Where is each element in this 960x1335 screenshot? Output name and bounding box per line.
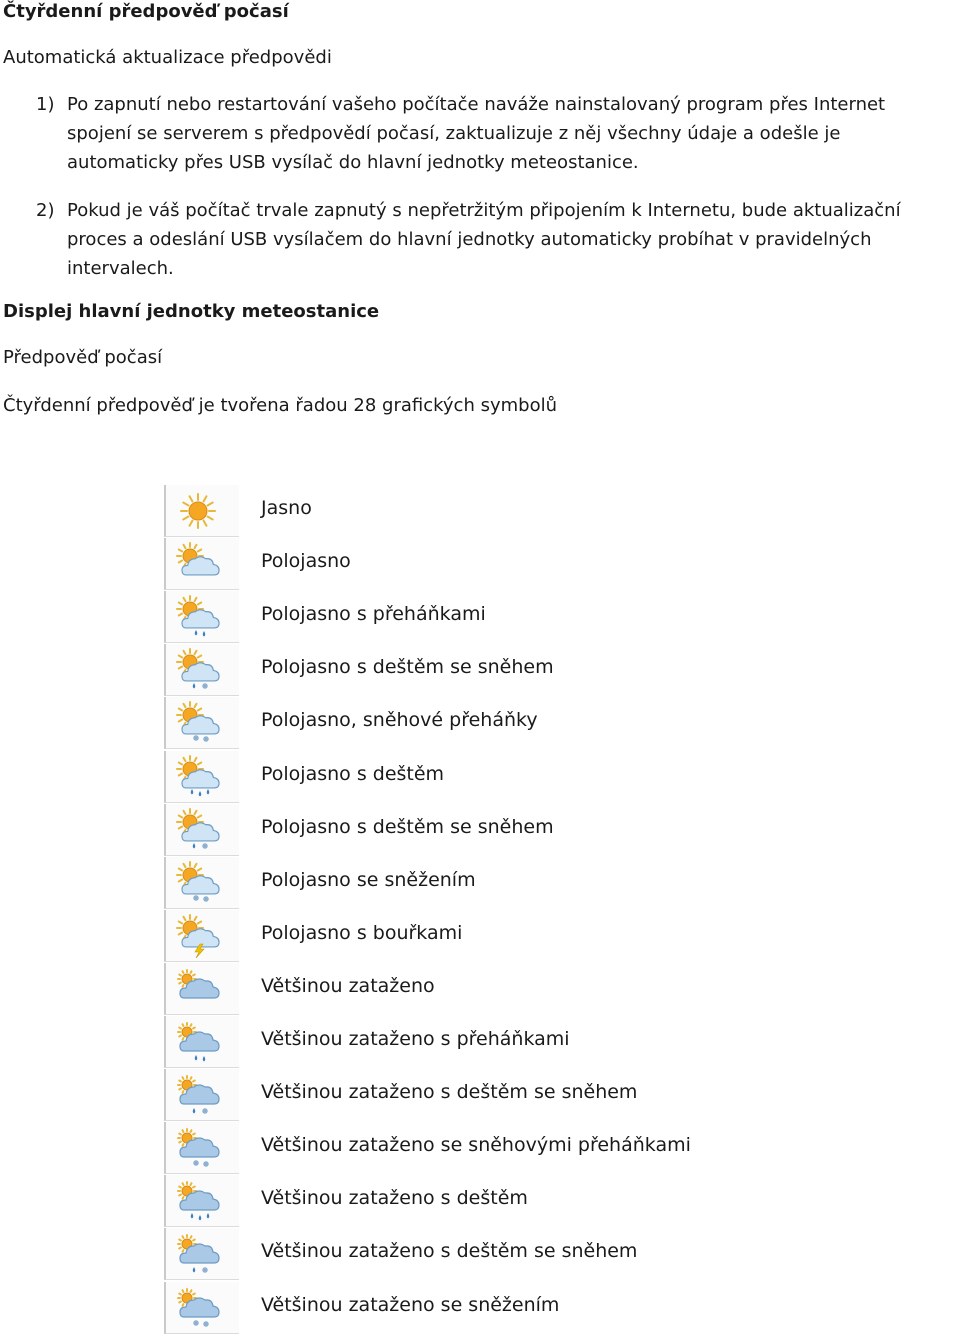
legend-label: Polojasno s deštěm se sněhem — [261, 656, 554, 679]
sun-cloud-rain-icon — [164, 751, 239, 803]
list-line: spojení se serverem s předpovědí počasí, zaktualizuje z něj všechny údaje a odešle je — [67, 123, 841, 144]
list-line: Po zapnutí nebo restartování vašeho počítače naváže nainstalovaný program přes Internet — [67, 94, 886, 115]
list-number: 1) — [36, 94, 55, 115]
legend-label: Polojasno s bouřkami — [261, 921, 463, 944]
legend-row — [164, 963, 764, 1016]
legend-row — [164, 485, 764, 538]
legend-row — [164, 1016, 764, 1069]
legend-row — [164, 910, 764, 963]
section-subheading: Předpověď počasí — [3, 347, 163, 368]
mostly-cloudy-showers-icon — [164, 1016, 239, 1068]
sun-cloud-snow-showers-icon — [164, 697, 239, 749]
mostly-cloudy-snow-showers-icon — [164, 1122, 239, 1174]
legend-row — [164, 644, 764, 697]
sun-cloud-sleet-icon — [164, 644, 239, 696]
legend-label: Polojasno se sněžením — [261, 868, 476, 891]
list-text — [67, 196, 960, 283]
legend-row — [164, 1228, 764, 1281]
legend-label: Polojasno s deštěm se sněhem — [261, 815, 554, 838]
legend-row — [164, 751, 764, 804]
list-number: 2) — [36, 200, 55, 221]
mostly-cloudy-rain-snow-icon — [164, 1228, 239, 1280]
mostly-cloudy-rain-icon — [164, 1175, 239, 1227]
legend-label: Většinou zataženo s přeháňkami — [261, 1028, 570, 1050]
list-line: intervalech. — [67, 258, 174, 279]
legend-row — [164, 804, 764, 857]
legend-label: Většinou zataženo se sněhovými přeháňkami — [261, 1134, 691, 1157]
sun-icon — [164, 485, 239, 537]
legend-row — [164, 1069, 764, 1122]
sun-cloud-showers-icon — [164, 591, 239, 643]
list-line: proces a odeslání USB vysílačem do hlavní jednotky automaticky probíhat v pravidelných — [67, 229, 872, 250]
legend-label: Většinou zataženo s deštěm — [261, 1187, 528, 1210]
legend-label: Většinou zataženo — [261, 974, 435, 997]
legend-label: Polojasno — [261, 550, 351, 573]
sun-cloud-thunder-icon — [164, 910, 239, 962]
legend-row — [164, 857, 764, 910]
legend-label: Většinou zataženo s deštěm se sněhem — [261, 1240, 638, 1263]
legend-label: Polojasno s přeháňkami — [261, 603, 486, 626]
mostly-cloudy-sleet-icon — [164, 1069, 239, 1121]
sun-cloud-icon — [164, 538, 239, 590]
legend-label: Většinou zataženo se sněžením — [261, 1293, 560, 1316]
legend-row — [164, 697, 764, 750]
section-subtitle: Automatická aktualizace předpovědi — [3, 47, 332, 68]
legend-row — [164, 538, 764, 591]
sun-cloud-snowfall-icon — [164, 857, 239, 909]
legend-label: Polojasno s deštěm — [261, 762, 445, 785]
list-text — [67, 90, 960, 177]
legend-label: Polojasno, sněhové přeháňky — [261, 709, 538, 732]
list-line: Pokud je váš počítač trvale zapnutý s nepřetržitým připojením k Internetu, bude aktualizační — [67, 200, 901, 221]
document-title: Čtyřdenní předpověď počasí — [3, 1, 289, 22]
legend-row — [164, 591, 764, 644]
legend-row — [164, 1282, 764, 1335]
legend-row — [164, 1122, 764, 1175]
section-intro: Čtyřdenní předpověď je tvořena řadou 28 grafických symbolů — [3, 395, 557, 416]
list-line: automaticky přes USB vysílač do hlavní jednotky meteostanice. — [67, 152, 639, 173]
section-heading: Displej hlavní jednotky meteostanice — [3, 301, 380, 322]
mostly-cloudy-snowfall-icon — [164, 1282, 239, 1334]
mostly-cloudy-icon — [164, 963, 239, 1015]
legend-row — [164, 1175, 764, 1228]
legend-label: Většinou zataženo s deštěm se sněhem — [261, 1081, 638, 1104]
sun-cloud-rain-snow-icon — [164, 804, 239, 856]
legend-label: Jasno — [261, 497, 312, 519]
